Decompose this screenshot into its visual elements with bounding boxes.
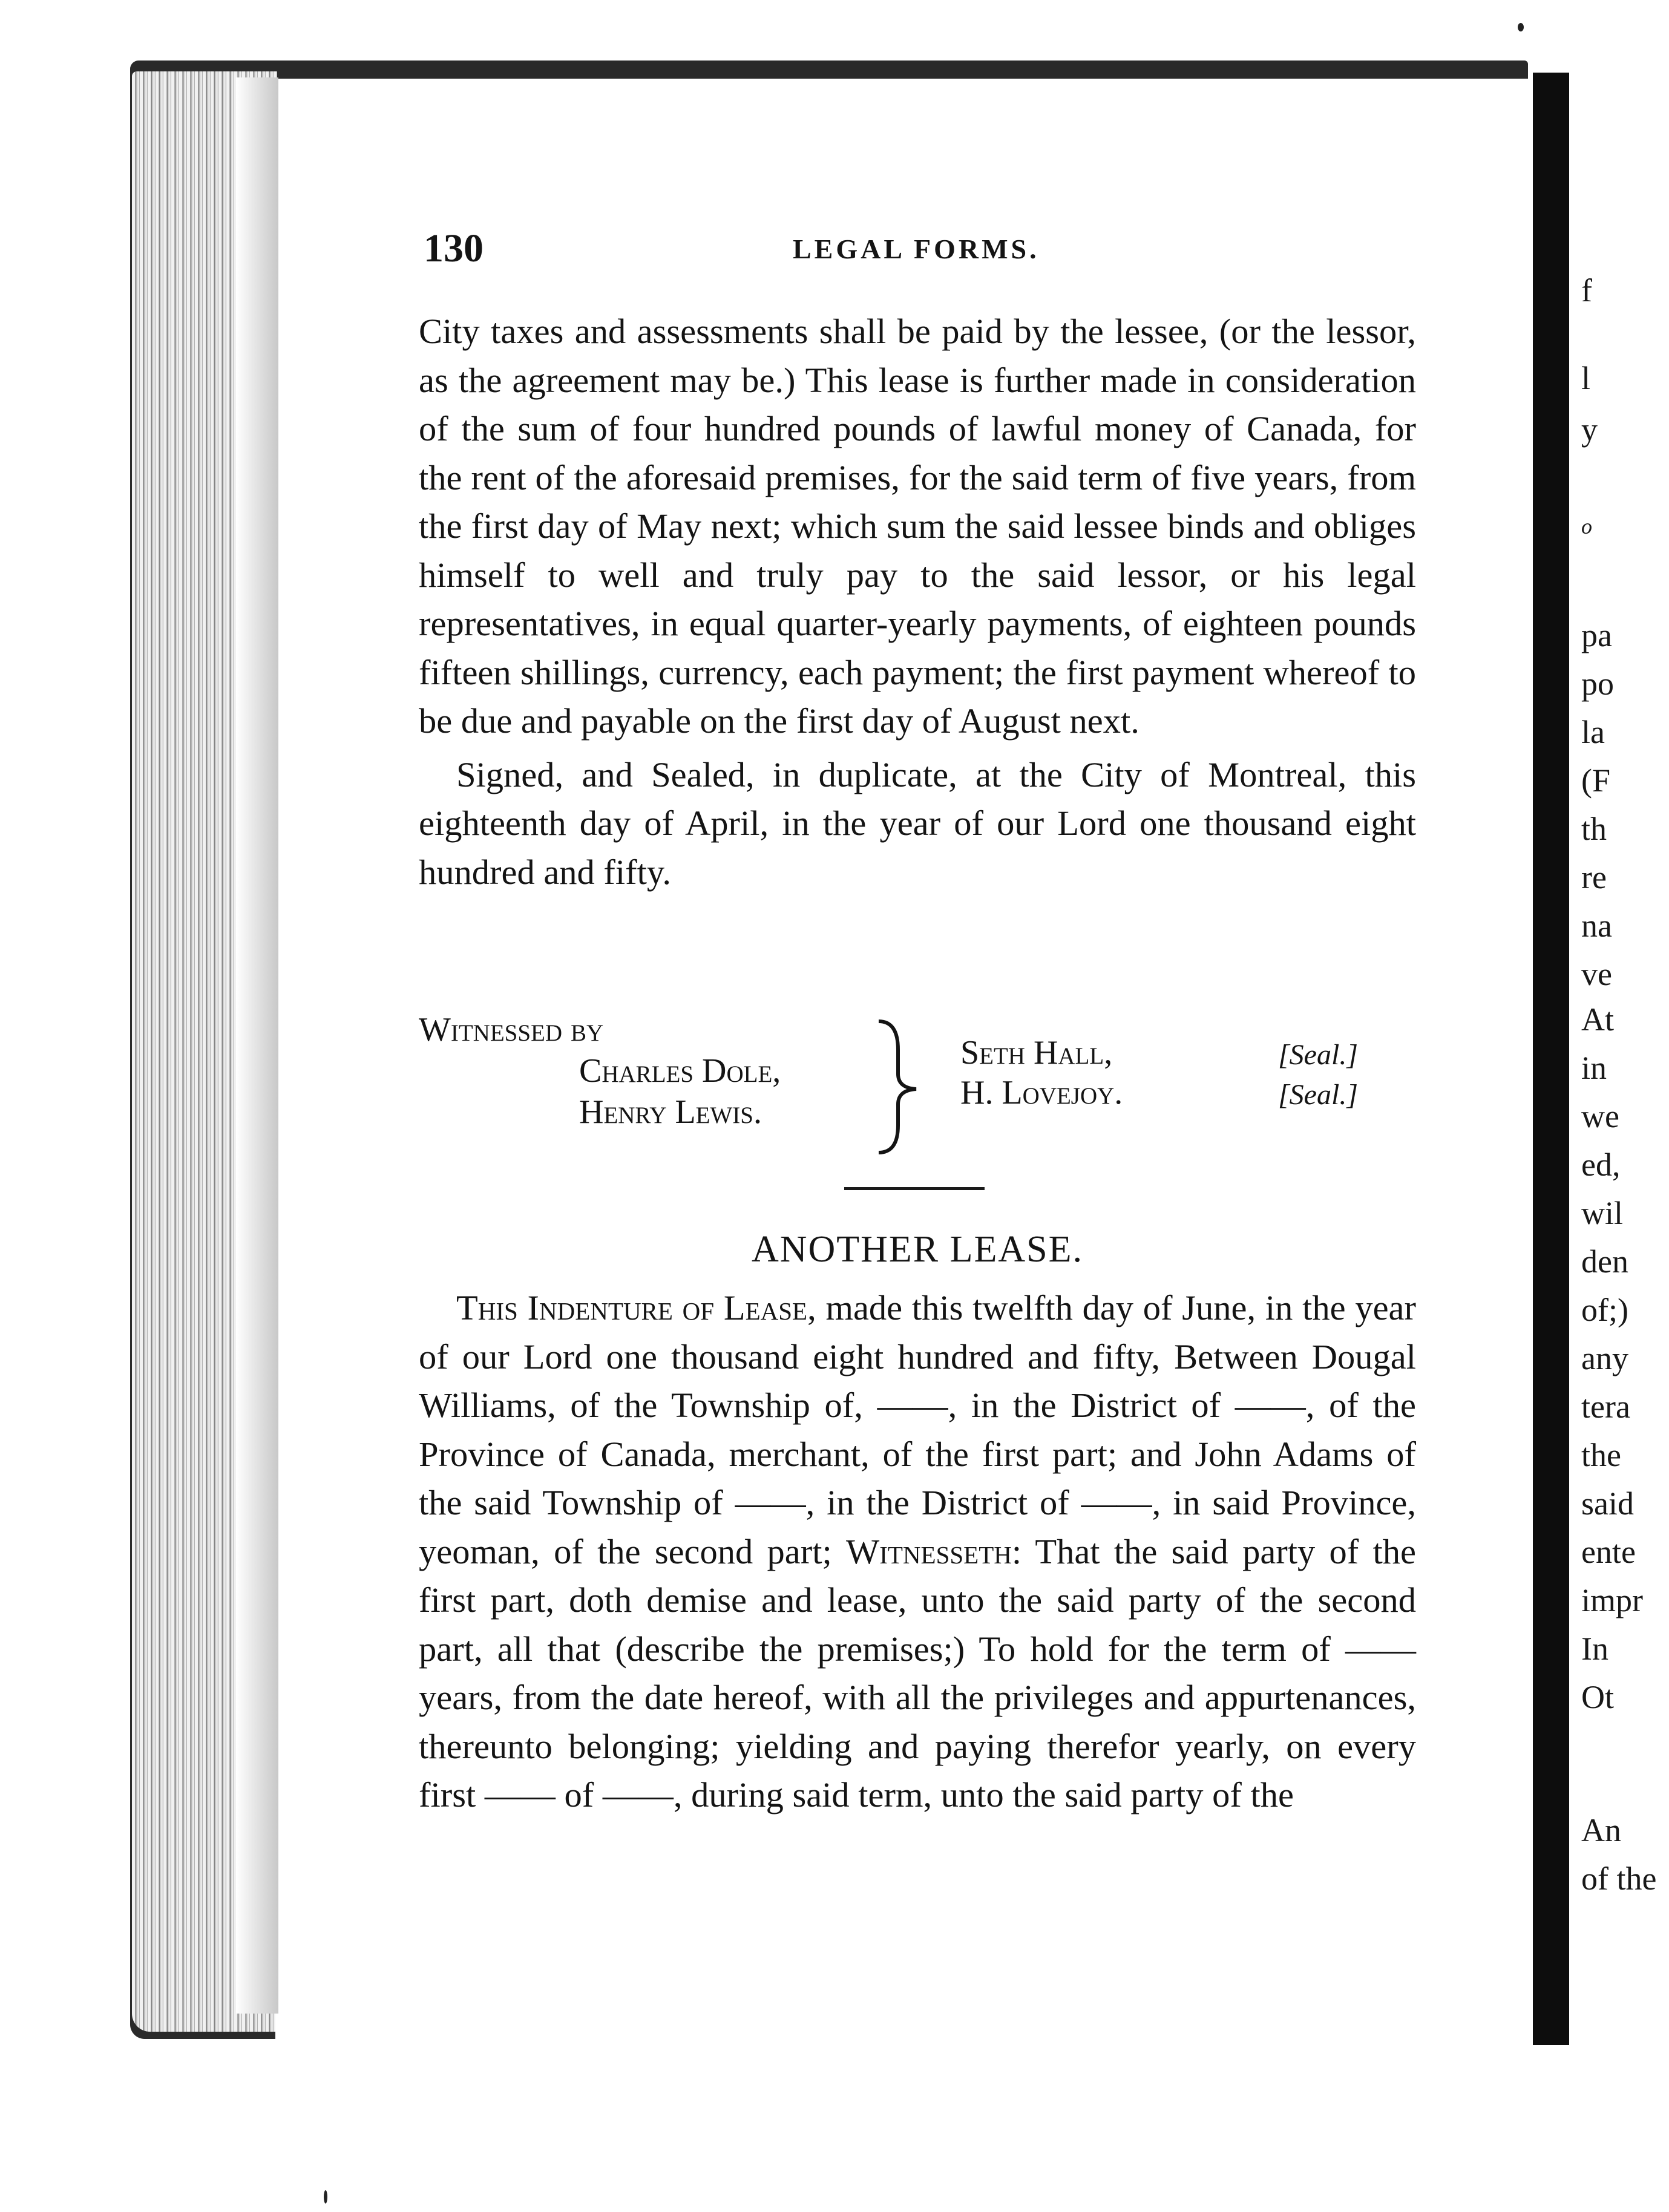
- scan-speck: [324, 2190, 327, 2204]
- section-heading: ANOTHER LEASE.: [751, 1229, 1084, 1270]
- facing-fragment: At: [1581, 1001, 1614, 1038]
- brace-icon: [867, 1016, 933, 1156]
- paragraph-another-lease: [419, 1284, 1416, 1820]
- lease-text: [419, 1284, 1416, 1820]
- scan-speck: [1518, 23, 1524, 31]
- facing-fragment: tera: [1581, 1389, 1630, 1425]
- page-curl-shadow: [236, 77, 278, 2014]
- body-text: [419, 307, 1416, 897]
- facing-fragment: re: [1581, 859, 1607, 895]
- facing-fragment: po: [1581, 666, 1614, 702]
- witness-name: Charles Dole,: [579, 1052, 781, 1090]
- signature-block: [419, 1010, 1416, 1150]
- facing-fragment: th: [1581, 811, 1607, 847]
- facing-fragment: ed,: [1581, 1147, 1621, 1183]
- page-number: 130: [424, 226, 484, 270]
- section-divider: [844, 1187, 985, 1190]
- facing-fragment: any: [1581, 1340, 1628, 1376]
- facing-fragment: the: [1581, 1437, 1621, 1473]
- facing-fragment: of;): [1581, 1292, 1628, 1328]
- facing-fragment: (F: [1581, 762, 1611, 799]
- facing-fragment: y: [1581, 411, 1598, 448]
- seal-mark: [Seal.]: [1278, 1039, 1358, 1071]
- facing-fragment: Ot: [1581, 1679, 1614, 1715]
- book-gutter: [1533, 73, 1569, 2045]
- facing-fragment: den: [1581, 1243, 1628, 1280]
- facing-fragment: of the: [1581, 1860, 1657, 1897]
- party-name: Seth Hall,: [960, 1034, 1113, 1072]
- facing-fragment: la: [1581, 714, 1605, 750]
- facing-fragment: f: [1581, 272, 1592, 309]
- facing-fragment: ente: [1581, 1534, 1636, 1570]
- witnessed-by-label: Witnessed by: [419, 1011, 604, 1049]
- lease-opening: This Indenture of Lease,: [456, 1288, 816, 1327]
- facing-fragment: pa: [1581, 617, 1612, 653]
- facing-fragment: said: [1581, 1485, 1634, 1522]
- party-name: H. Lovejoy.: [960, 1074, 1123, 1111]
- running-title: LEGAL FORMS.: [793, 234, 1040, 264]
- facing-fragment: wil: [1581, 1195, 1624, 1231]
- facing-fragment: we: [1581, 1098, 1619, 1134]
- facing-fragment: o: [1581, 514, 1592, 538]
- lease-body: That the said party of the first part, doth demise and lease, unto the said party of the second part, all that (describe the premises;) To hold for the term of —— years, from the date hereof, with all the privileges and appurtenances, thereunto belonging; yielding and paying therefor yearly, on every first —— of ——, during said term, unto the said party of the: [419, 1531, 1417, 1814]
- witness-name: Henry Lewis.: [579, 1093, 762, 1131]
- facing-fragment: In: [1581, 1631, 1608, 1667]
- facing-fragment: impr: [1581, 1582, 1643, 1618]
- paragraph-signed-sealed: Signed, and Sealed, in duplicate, at the City of Montreal, this eighteenth day of April, in the year of our Lord one thousand eight hundred and fifty.: [419, 754, 1416, 892]
- paragraph-lease-terms: City taxes and assessments shall be paid by the lessee, (or the lessor, as the agreement may be.) This lease is further made in consideration of the sum of four hundred pounds of lawful money of Canada, for the rent of the aforesaid premises, for the said term of five years, from the first day of May next; which sum the said lessee binds and obliges himself to well and truly pay to the said lessor, or his legal representatives, in equal quarter-yearly payments, of eighteen pounds fifteen shillings, currency, each payment; the first payment whereof to be due and payable on the first day of August next.: [419, 312, 1416, 741]
- seal-mark: [Seal.]: [1278, 1079, 1358, 1111]
- facing-fragment: l: [1581, 360, 1591, 396]
- witnesseth-keyword: Witnesseth:: [846, 1531, 1022, 1571]
- facing-fragment: in: [1581, 1050, 1607, 1086]
- facing-page: [1569, 91, 1669, 2118]
- facing-fragment: na: [1581, 908, 1612, 944]
- running-head: [424, 226, 1416, 280]
- facing-fragment: An: [1581, 1812, 1621, 1848]
- facing-fragment: ve: [1581, 956, 1612, 992]
- lease-body: made this twelfth day of June, in the year of our Lord one thousand eight hundred and fifty, Between Dougal Williams, of the Township of, ——, in the District of ——, of the Province of Canada, merchant, of the first part; and John Adams of the said Township of ——, in the District of ——, in said Province, yeoman, of the second part;: [419, 1288, 1416, 1571]
